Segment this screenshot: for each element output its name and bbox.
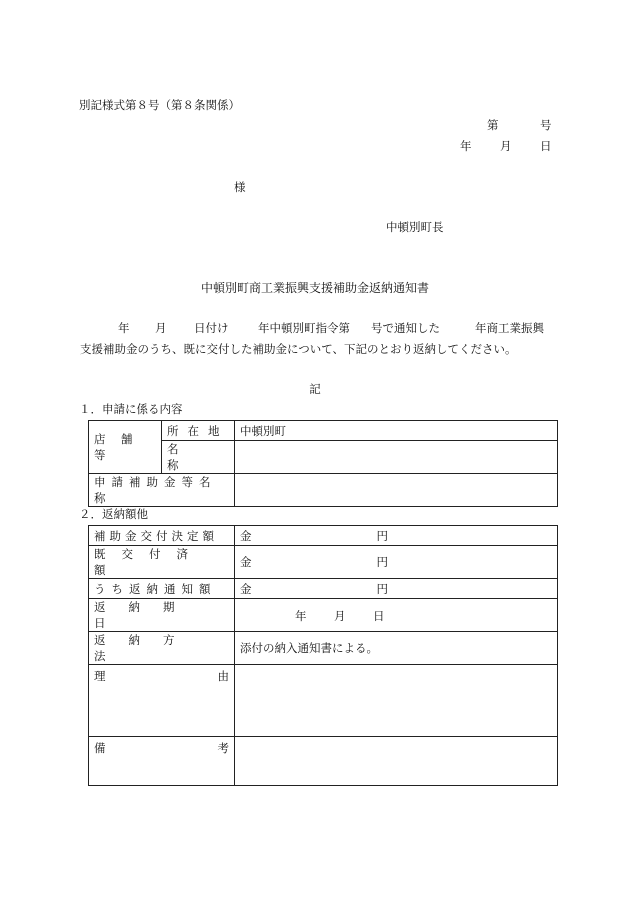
decided-amount-suffix: 円	[376, 528, 388, 543]
reason-value-cell	[235, 665, 558, 737]
body-notified: 号で通知した	[371, 321, 440, 335]
body-directive: 年中頓別町指令第	[258, 321, 350, 335]
deadline-value-cell	[235, 599, 558, 632]
reason-label-cell	[89, 665, 235, 737]
name-label-cell	[162, 441, 235, 474]
deadline-label-cell	[89, 599, 235, 632]
refund-amount-label-cell	[89, 579, 235, 599]
name-label: 名称	[167, 442, 209, 472]
method-value-cell	[235, 632, 558, 665]
deadline-day: 日	[373, 608, 385, 623]
date-day: 日	[540, 139, 552, 153]
form-number: 別記様式第８号（第８条関係）	[79, 98, 240, 112]
location-value: 中頓別町	[240, 423, 286, 438]
deadline-label: 返納期日	[94, 600, 198, 630]
paid-amount-prefix: 金	[240, 555, 252, 569]
applicant-label-cell	[89, 474, 235, 507]
addressee-suffix: 様	[234, 180, 246, 194]
issuer: 中頓別町長	[386, 220, 444, 234]
reason-label-2: 由	[217, 669, 229, 683]
paid-amount-label-cell	[89, 546, 235, 579]
store-label-text: 店 舗 等	[94, 432, 148, 462]
body-month: 月	[155, 321, 167, 335]
location-label-cell	[162, 421, 235, 441]
body-date-suffix: 日付け	[194, 321, 229, 335]
refund-amount-prefix: 金	[240, 581, 252, 596]
section1-heading: １．申請に係る内容	[79, 402, 183, 416]
method-value: 添付の納入通知書による。	[240, 641, 378, 655]
decided-amount-label: 補助金交付決定額	[94, 528, 218, 543]
paid-amount-suffix: 円	[376, 555, 388, 569]
paid-amount-label: 既交付済額	[94, 547, 204, 577]
applicant-label: 申請補助金等名称	[94, 475, 217, 505]
decided-amount-value-cell	[235, 526, 558, 546]
body-program: 年商工業振興	[475, 321, 544, 335]
reason-label-1: 理	[94, 669, 106, 683]
method-label-cell	[89, 632, 235, 665]
decided-amount-label-cell	[89, 526, 235, 546]
document-title: 中頓別町商工業振興支援補助金返納通知書	[200, 281, 429, 295]
section2-heading: ２．返納額他	[79, 507, 148, 521]
application-table	[88, 420, 558, 507]
ki-heading: 記	[309, 382, 321, 396]
deadline-month: 月	[334, 608, 346, 623]
doc-no-prefix: 第	[487, 118, 499, 132]
applicant-value-cell	[235, 474, 558, 507]
store-label-cell	[89, 421, 162, 474]
decided-amount-prefix: 金	[240, 528, 252, 543]
date-month: 月	[500, 139, 512, 153]
remarks-label-cell	[89, 737, 235, 786]
name-value-cell	[235, 441, 558, 474]
body-line-2: 支援補助金のうち、既に交付した補助金について、下記のとおり返納してください。	[80, 342, 517, 356]
refund-amount-label: うち返納通知額	[94, 581, 217, 596]
location-label: 所在地	[167, 423, 229, 438]
remarks-label-2: 考	[217, 741, 229, 755]
method-label: 返納方法	[94, 633, 198, 663]
store-label	[94, 431, 156, 463]
deadline-year: 年	[295, 608, 307, 623]
body-year: 年	[118, 321, 130, 335]
location-value-cell	[235, 421, 558, 441]
remarks-label-1: 備	[94, 741, 106, 755]
paid-amount-value-cell	[235, 546, 558, 579]
refund-amount-suffix: 円	[376, 581, 388, 596]
refund-table	[88, 525, 558, 786]
refund-amount-value-cell	[235, 579, 558, 599]
date-year: 年	[460, 139, 472, 153]
doc-no-suffix: 号	[540, 118, 552, 132]
remarks-value-cell	[235, 737, 558, 786]
